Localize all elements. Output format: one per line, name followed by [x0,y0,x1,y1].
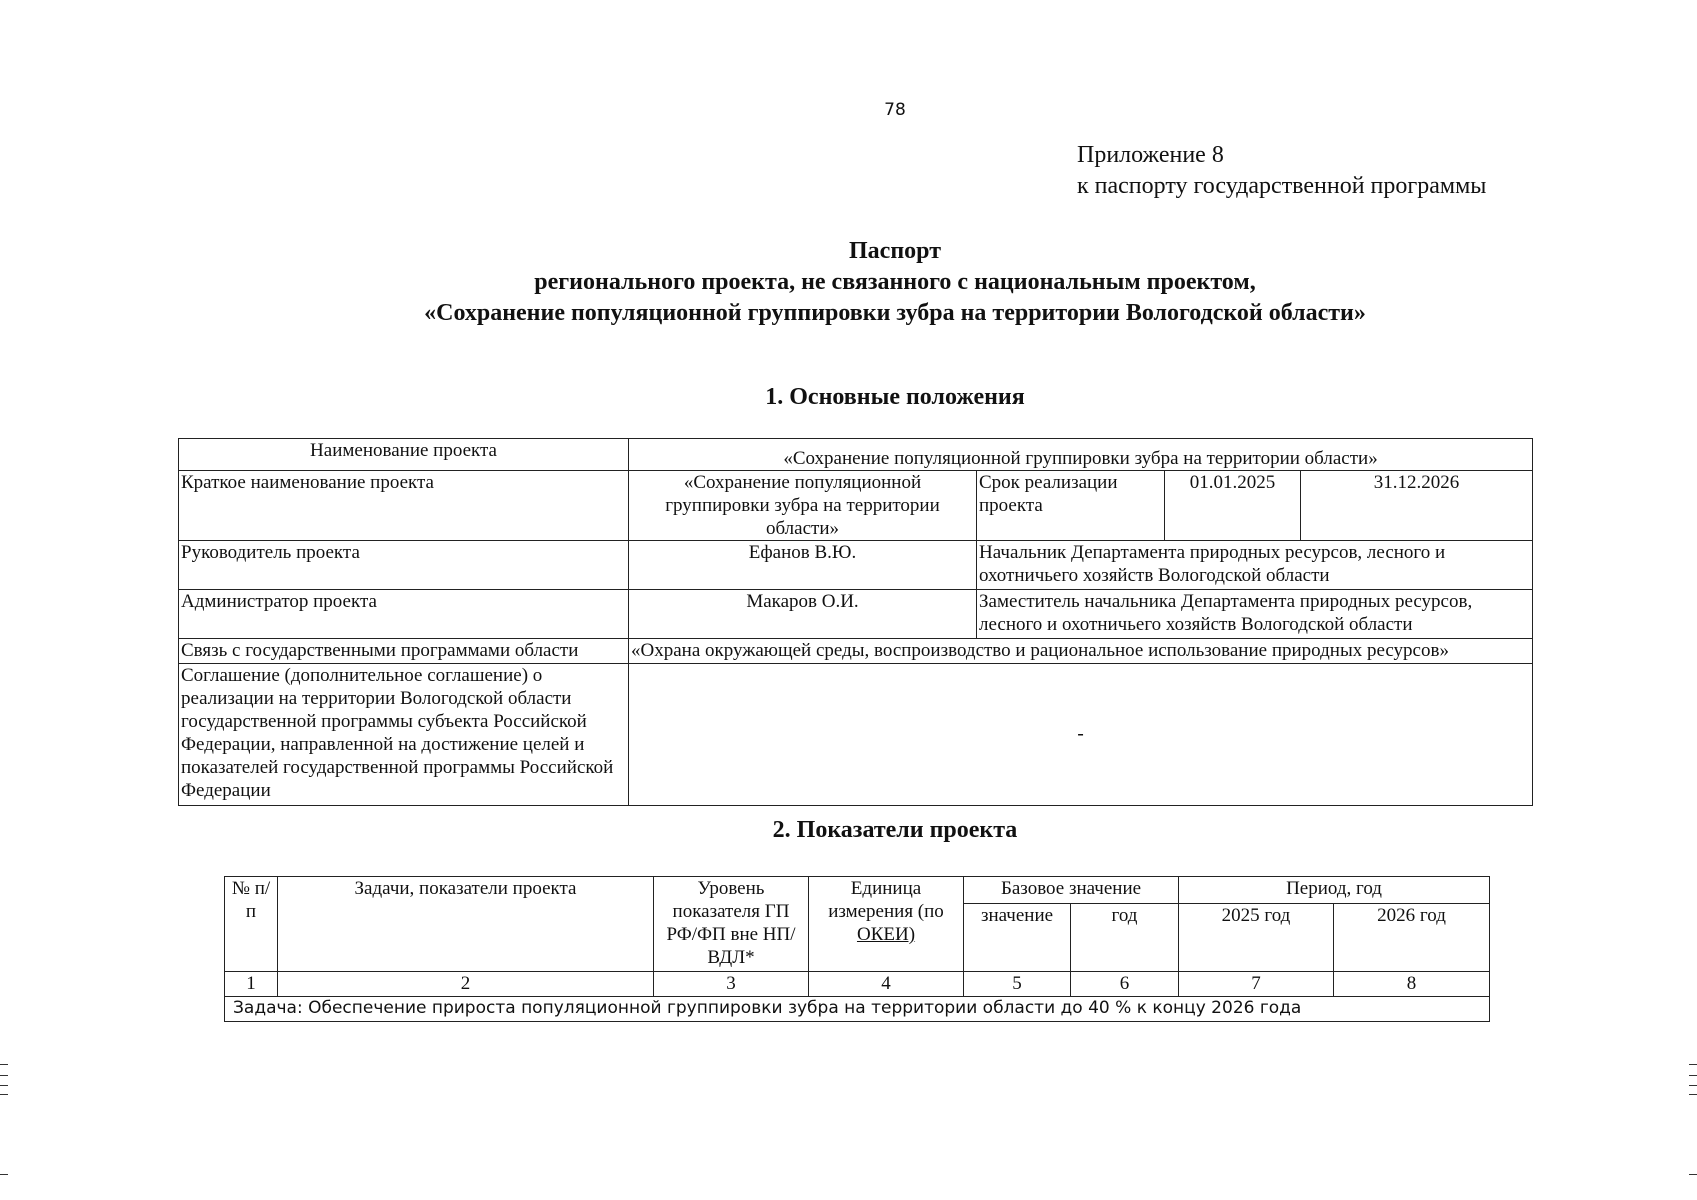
indicators-table [224,876,1490,1022]
column-number: 7 [1179,972,1334,997]
section-1-heading: 1. Основные положения [765,384,1025,410]
column-number: 3 [654,972,809,997]
project-name-label: Наименование проекта [179,439,629,471]
margin-tick [0,1085,8,1086]
leader-name: Ефанов В.Ю. [629,541,977,590]
margin-tick [0,1094,8,1095]
main-provisions-table [178,438,1533,806]
header-tasks: Задачи, показатели проекта [278,877,654,972]
appendix-line-2: к паспорту государственной программы [1077,173,1487,199]
margin-tick [0,1064,8,1065]
margin-tick [0,1174,8,1175]
short-name-label: Краткое наименование проекта [179,471,629,541]
leader-position: Начальник Департамента природных ресурсов, лесного и охотничьего хозяйств Вологодской области [977,541,1533,590]
term-label: Срок реализации проекта [977,471,1165,541]
admin-position: Заместитель начальника Департамента природных ресурсов, лесного и охотничьего хозяйств Вологодской области [977,590,1533,639]
column-number: 1 [225,972,278,997]
column-number: 6 [1071,972,1179,997]
term-start: 01.01.2025 [1165,471,1301,541]
column-number: 2 [278,972,654,997]
page-number: 78 [884,100,906,120]
header-base-value: значение [964,904,1071,972]
column-number: 5 [964,972,1071,997]
program-link-label: Связь с государственными программами области [179,639,629,664]
section-2-heading: 2. Показатели проекта [772,817,1018,843]
margin-tick [1689,1075,1697,1076]
header-unit: Единица измерения (по ОКЕИ) [809,877,964,972]
appendix-line-1: Приложение 8 [1077,142,1224,168]
admin-label: Администратор проекта [179,590,629,639]
column-number: 8 [1334,972,1490,997]
task-row: Задача: Обеспечение прироста популяционной группировки зубра на территории области до 40 % к концу 2026 года [225,997,1490,1022]
appendix-note [1077,140,1486,202]
margin-tick [0,1075,8,1076]
header-base-year: год [1071,904,1179,972]
margin-tick [1689,1085,1697,1086]
header-period: Период, год [1179,877,1490,904]
title-line-2: регионального проекта, не связанного с национальным проектом, [534,269,1256,295]
title-line-1: Паспорт [849,238,941,264]
admin-name: Макаров О.И. [629,590,977,639]
column-number: 4 [809,972,964,997]
header-num: № п/п [225,877,278,972]
margin-tick [1689,1064,1697,1065]
header-2026: 2026 год [1334,904,1490,972]
margin-tick [1689,1174,1697,1175]
okei-abbreviation: ОКЕИ) [856,924,916,945]
title-line-3: «Сохранение популяционной группировки зубра на территории Вологодской области» [424,300,1366,326]
margin-tick [1689,1094,1697,1095]
document-title [0,236,1697,329]
short-name-value: «Сохранение популяционной группировки зубра на территории области» [629,471,977,541]
program-link-value: «Охрана окружающей среды, воспроизводство и рациональное использование природных ресурсов» [629,639,1533,664]
header-2025: 2025 год [1179,904,1334,972]
term-end: 31.12.2026 [1301,471,1533,541]
header-base: Базовое значение [964,877,1179,904]
header-level: Уровень показателя ГП РФ/ФП вне НП/ВДЛ* [654,877,809,972]
agreement-label: Соглашение (дополнительное соглашение) о реализации на территории Вологодской области государственной программы субъекта Российской Федерации, направленной на достижение целей и показателей государственной программы Российской Федерации [179,664,629,806]
agreement-value: - [629,664,1533,806]
leader-label: Руководитель проекта [179,541,629,590]
project-name-value: «Сохранение популяционной группировки зубра на территории области» [629,439,1533,471]
